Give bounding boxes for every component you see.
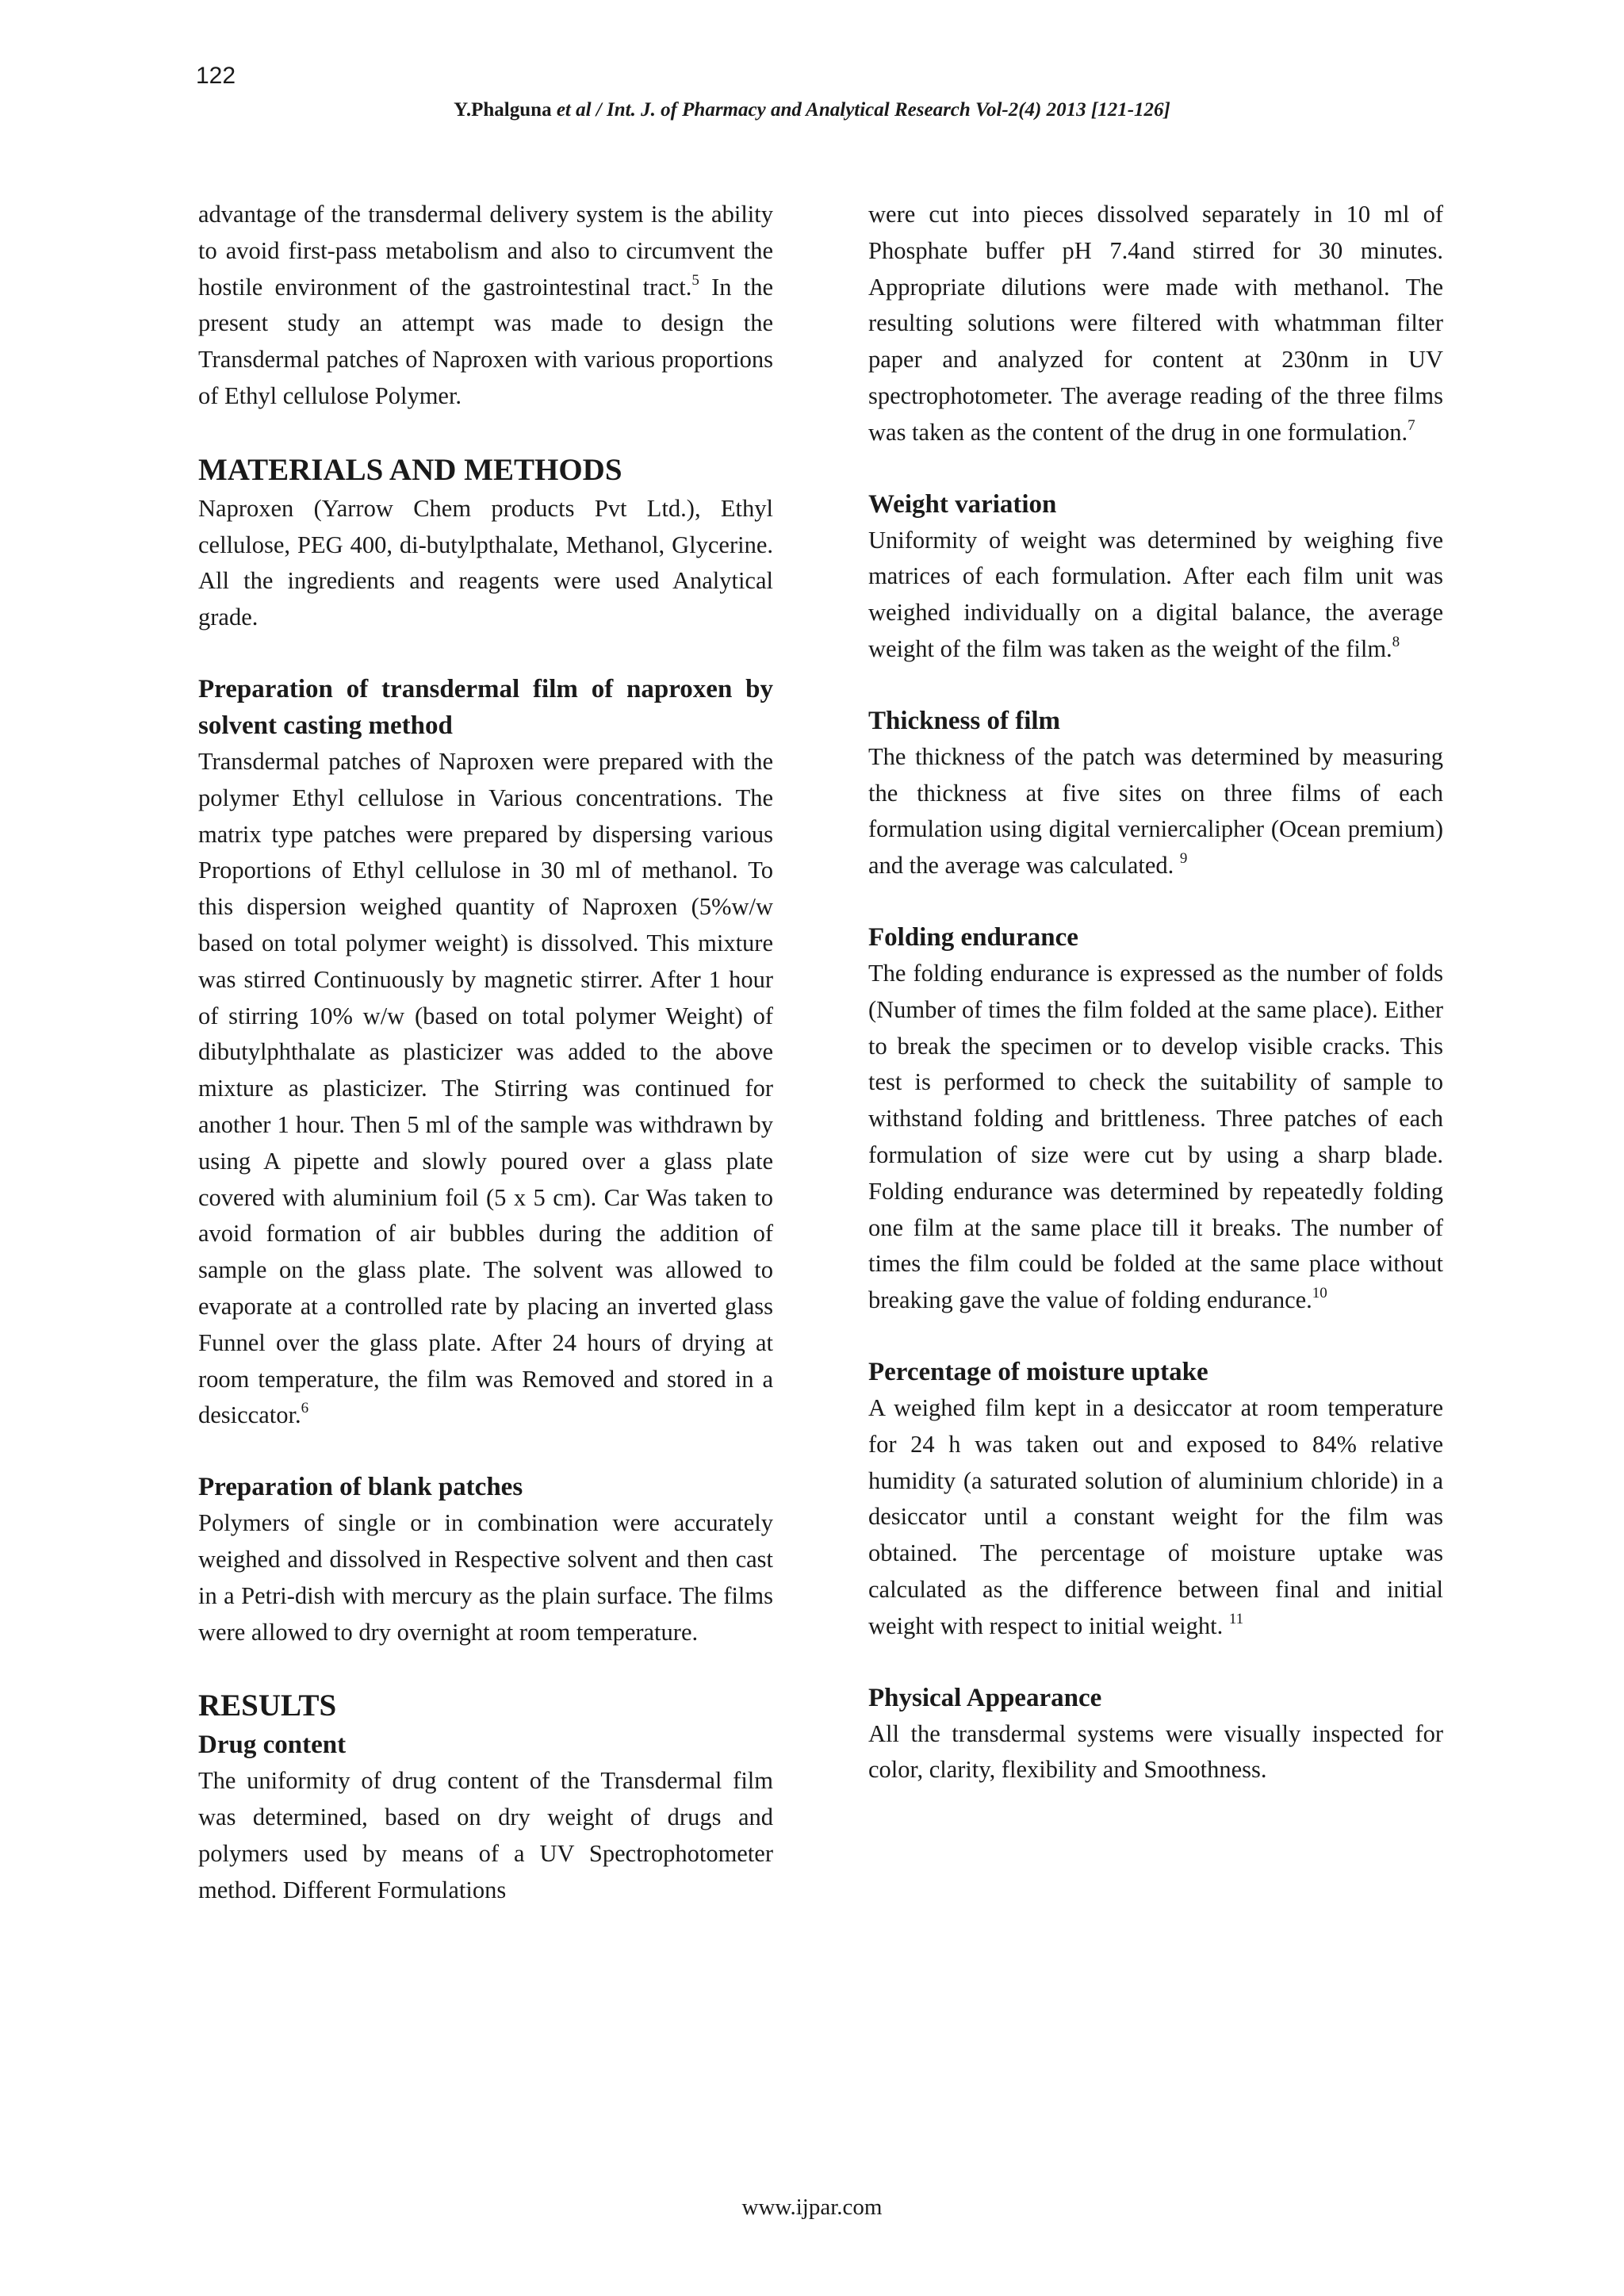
footer-url: www.ijpar.com [741,2194,883,2220]
intro-text: advantage of the transdermal delivery system is the ability to avoid first-pass metabolism and also to circumvent the hostile environment of the gastrointestinal tract. [198,201,773,301]
running-head-author: Y.Phalguna [454,99,552,121]
drug-content-cont-text: were cut into pieces dissolved separately in 10 ml of Phosphate buffer pH 7.4and stirred for 30 minutes. Appropriate dilutions were made with methanol. The resulting solutions were filtered with whatmman filter paper and analyzed for content at 230nm in UV spectrophotometer. The average reading of the three films was taken as the content of the drug in one formulation. [868,201,1443,446]
drug-content-heading: Drug content [198,1731,347,1760]
citation-ref: 8 [1392,633,1400,650]
appearance-heading: Physical Appearance [868,1683,1102,1712]
folding-heading: Folding endurance [868,922,1078,952]
intro-paragraph [198,197,773,415]
citation-ref: 6 [301,1400,309,1417]
drug-content-paragraph: The uniformity of drug content of the Transdermal film was determined, based on dry weight of drugs and polymers used by means of a UV Spectrophotometer method. Different Formulations [198,1767,773,1903]
folding-text: The folding endurance is expressed as the number of folds (Number of times the film folded at the same place). Either to break the specimen or to develop visible cracks. This test is performed to check the suitability of sample to withstand folding and brittleness. Three patches of each formulation of size were cut by using a sharp blade. Folding endurance was determined by repeatedly folding one film at the same place till it breaks. The number of times the film could be folded at the same place without breaking gave the value of folding endurance. [868,959,1443,1314]
citation-ref: 9 [1179,850,1188,868]
prep-blank-heading: Preparation of blank patches [198,1473,523,1502]
right-column [868,197,1443,1788]
running-head [0,97,1624,124]
citation-ref: 7 [1408,416,1415,434]
running-head-journal: et al / Int. J. of Pharmacy and Analytical Research Vol-2(4) 2013 [121-126] [551,99,1170,121]
weight-text: Uniformity of weight was determined by weighing five matrices of each formulation. After each film unit was weighed individually on a digital balance, the average weight of the film was taken as the weight of the film. [868,526,1443,662]
thickness-heading: Thickness of film [868,706,1061,735]
prep-film-paragraph [198,744,773,1434]
thickness-paragraph [868,739,1443,884]
drug-content-continued [868,197,1443,451]
moisture-paragraph [868,1390,1443,1645]
citation-ref: 5 [691,271,699,289]
thickness-text: The thickness of the patch was determined by measuring the thickness at five sites on three films of each formulation using digital verniercalipher (Ocean premium) and the average was calculated. [868,742,1443,880]
prep-film-text: Transdermal patches of Naproxen were prepared with the polymer Ethyl cellulose in Various concentrations. The matrix type patches were prepared by dispersing various Proportions of Ethyl cellulose in 30 ml of methanol. To this dispersion weighed quantity of Naproxen (5%w/w based on total polymer weight) is dissolved. This mixture was stirred Continuously by magnetic stirrer. After 1 hour of stirring 10% w/w (based on total polymer Weight) of dibutylphthalate as plasticizer was added to the above mixture as plasticizer. The Stirring was continued for another 1 hour. Then 5 ml of the sample was withdrawn by using A pipette and slowly poured over a glass plate covered with aluminium foil (5 x 5 cm). Car Was taken to avoid formation of air bubbles during the addition of sample on the glass plate. The solvent was allowed to evaporate at a controlled rate by placing an inverted glass Funnel over the glass plate. After 24 hours of drying at room temperature, the film was Removed and stored in a desiccator. [198,747,773,1429]
citation-ref: 11 [1228,1610,1244,1627]
weight-heading: Weight variation [868,489,1057,519]
moisture-text: A weighed film kept in a desiccator at room temperature for 24 h was taken out and exposed to 84% relative humidity (a saturated solution of aluminium chloride) in a desiccator until a constant weight for the film was obtained. The percentage of moisture uptake was calculated as the difference between final and initial weight with respect to initial weight. [868,1393,1443,1639]
materials-heading: MATERIALS AND METHODS [198,452,622,487]
intro-text-2: In the present study an attempt was made to design the Transdermal patches of Naproxen with various proportions of Ethyl cellulose Polymer. [198,273,773,409]
folding-paragraph [868,956,1443,1319]
left-column [198,197,773,1908]
results-heading: RESULTS [198,1688,337,1723]
page-number: 122 [196,63,236,89]
prep-blank-paragraph: Polymers of single or in combination were accurately weighed and dissolved in Respective solvent and then cast in a Petri-dish with mercury as the plain surface. The films were allowed to dry overnight at room temperature. [198,1509,773,1646]
citation-ref: 10 [1312,1285,1327,1302]
materials-paragraph: Naproxen (Yarrow Chem products Pvt Ltd.), Ethyl cellulose, PEG 400, di-butylpthalate, Methanol, Glycerine. All the ingredients and reagents were used Analytical grade. [198,494,773,631]
appearance-paragraph: All the transdermal systems were visually inspected for color, clarity, flexibility and Smoothness. [868,1719,1443,1784]
weight-paragraph [868,523,1443,668]
moisture-heading: Percentage of moisture uptake [868,1357,1208,1386]
prep-film-heading: Preparation of transdermal film of naproxen by solvent casting method [198,674,773,740]
